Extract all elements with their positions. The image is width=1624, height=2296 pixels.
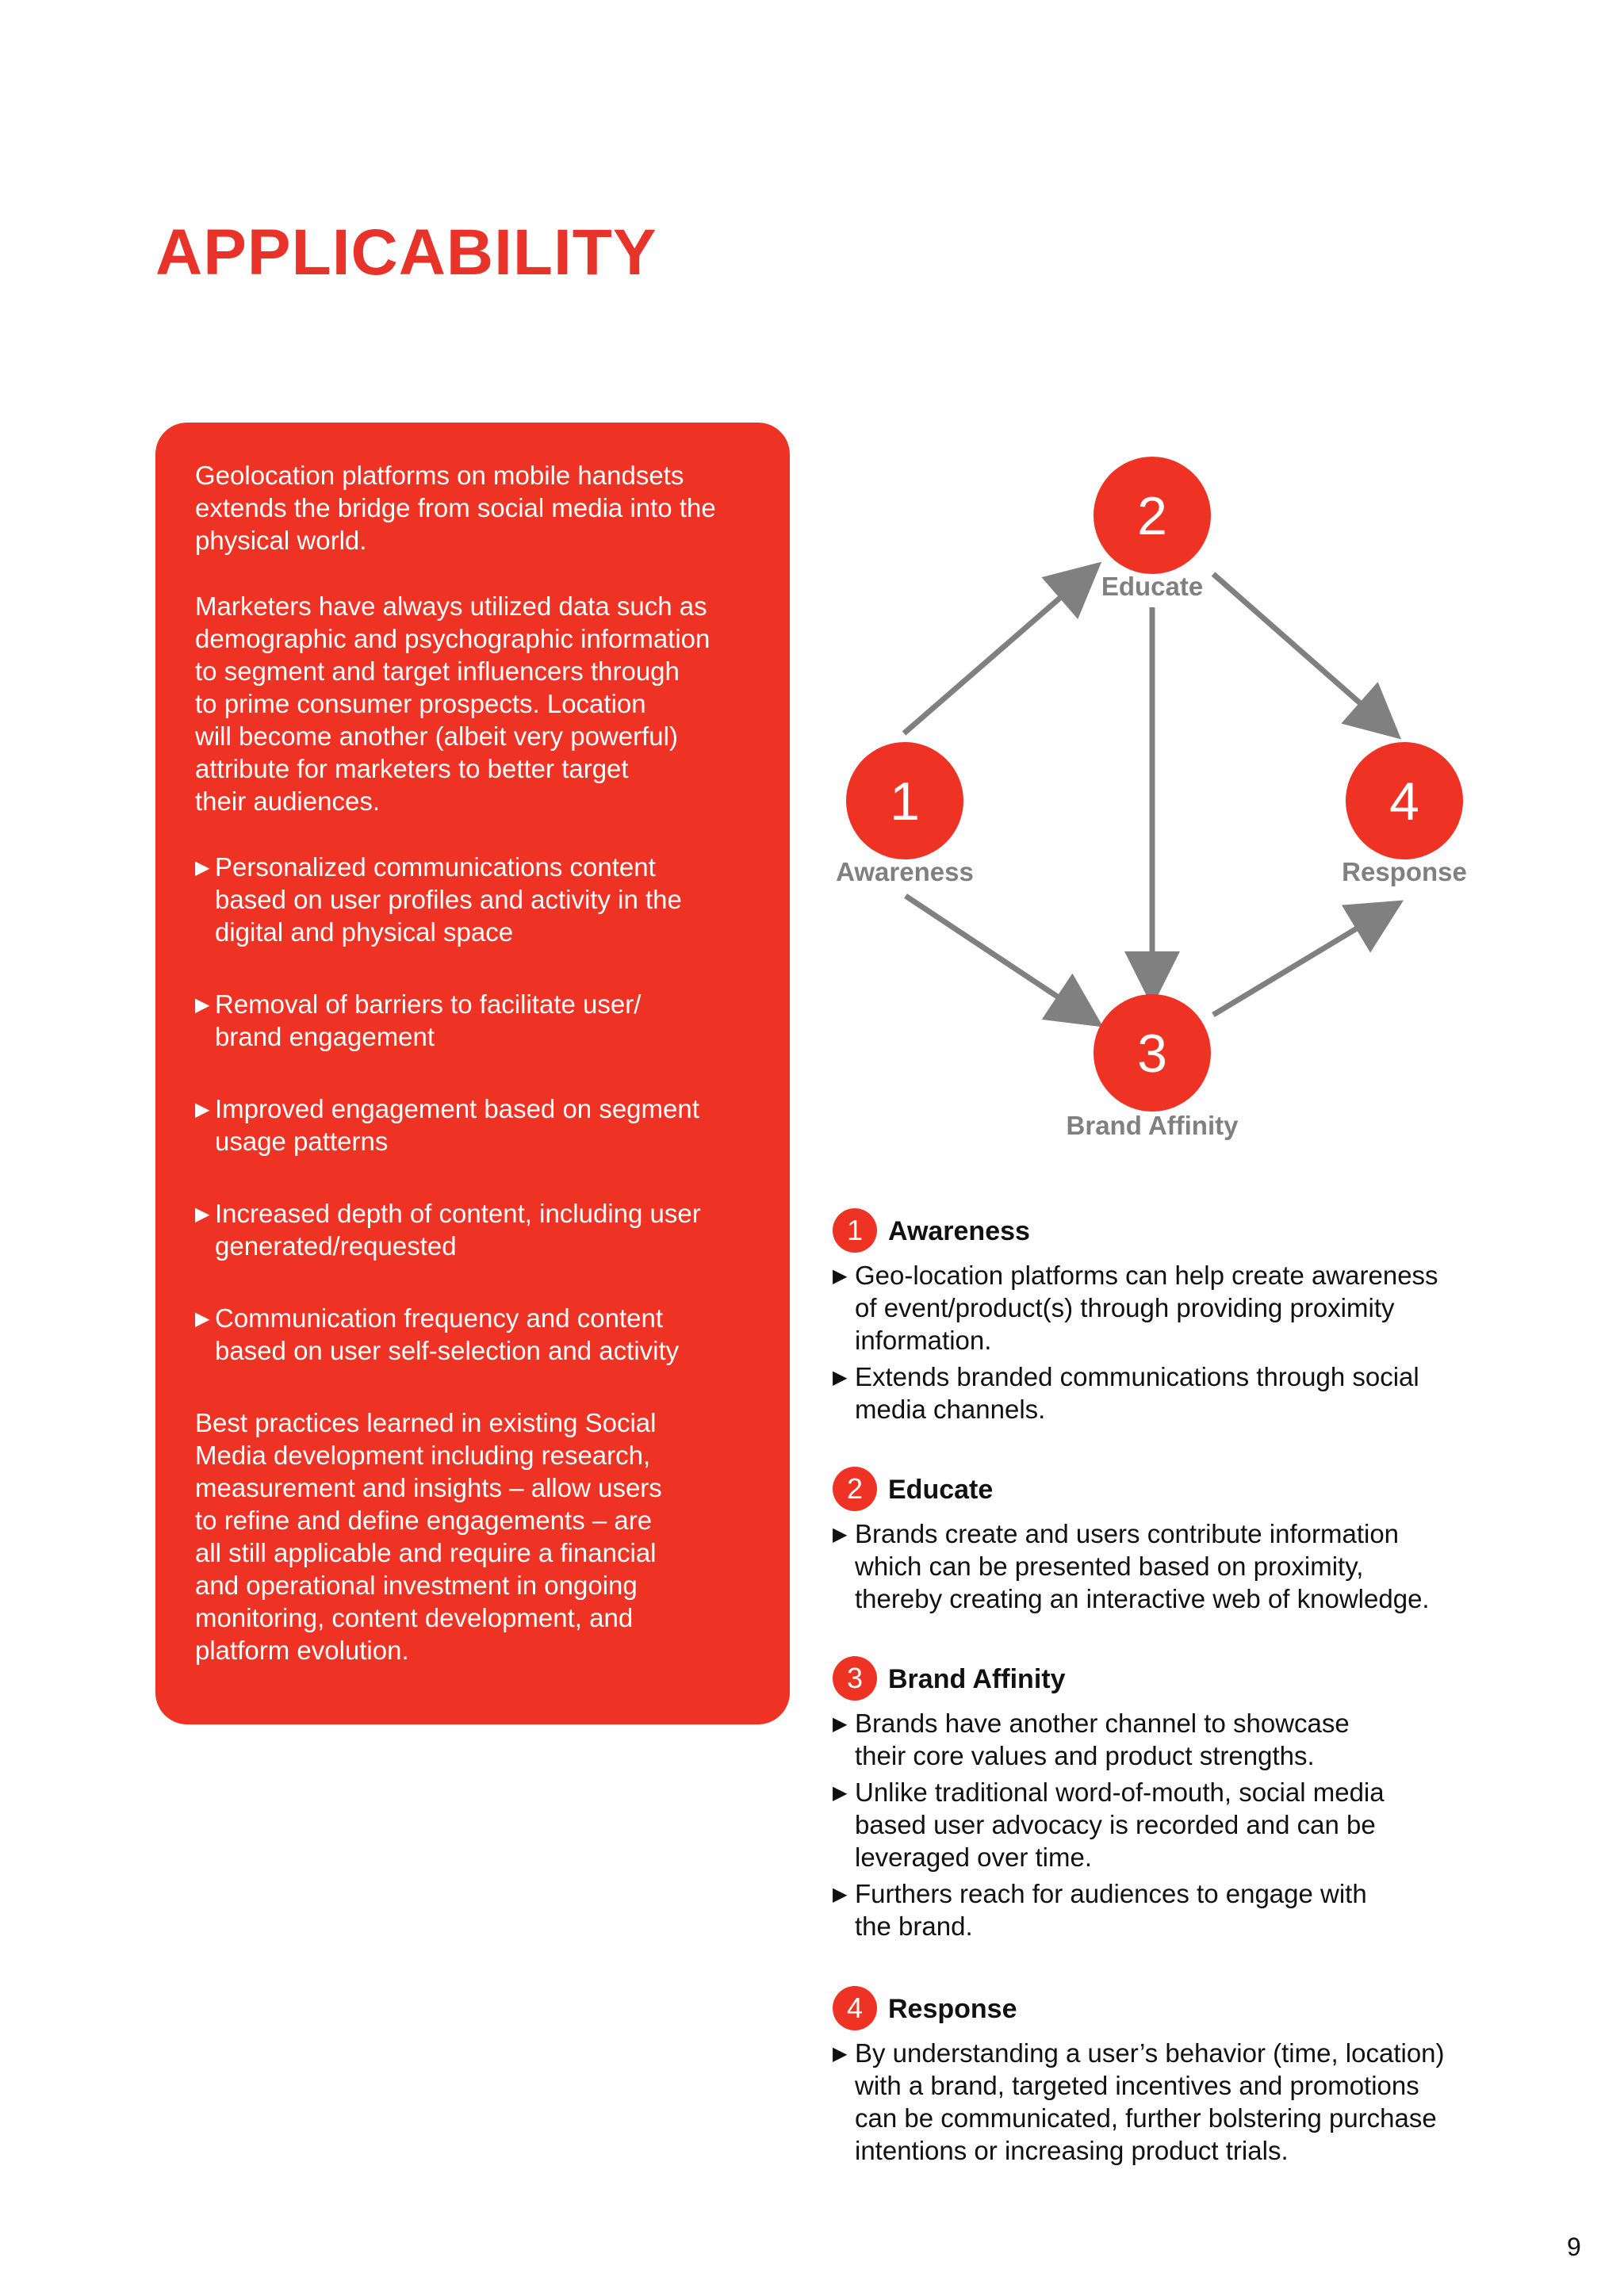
- node-number: 4: [1389, 771, 1419, 832]
- section-title: Brand Affinity: [888, 1664, 1066, 1694]
- bullet-arrow-icon: ▶: [195, 857, 210, 878]
- node-label: Educate: [1101, 572, 1204, 601]
- section-title: Response: [888, 1994, 1017, 2024]
- section-bullet-text: Furthers reach for audiences to engage with the brand.: [855, 1879, 1367, 1941]
- section-number-badge: 1: [833, 1208, 877, 1253]
- intro-bullet-text: Personalized communications content based on user profiles and activity in the digital and physical space: [215, 852, 682, 947]
- intro-bullet: [195, 988, 750, 1053]
- node-label: Response: [1342, 857, 1467, 886]
- intro-box: [155, 423, 790, 1724]
- section-bullet-text: Unlike traditional word-of-mouth, social media based user advocacy is recorded and can be leveraged over time.: [855, 1777, 1385, 1872]
- bullet-arrow-icon: ▶: [195, 994, 210, 1016]
- node-number: 1: [890, 771, 920, 832]
- section-number-badge: 3: [833, 1656, 877, 1701]
- section-bullet-text: Brands have another channel to showcase their core values and product strengths.: [855, 1709, 1350, 1770]
- section-bullet-text: Brands create and users contribute information which can be presented based on proximity, thereby creating an interactive web of knowledge.: [855, 1519, 1430, 1613]
- bullet-arrow-icon: ▶: [833, 1782, 848, 1804]
- node-label: Awareness: [836, 857, 974, 886]
- section-bullet: [833, 1707, 1594, 1772]
- section-awareness: [833, 1208, 1594, 1429]
- intro-bullet-text: Communication frequency and content based on user self-selection and activity: [215, 1303, 680, 1365]
- section-title: Awareness: [888, 1216, 1030, 1246]
- bullet-arrow-icon: ▶: [833, 2043, 848, 2064]
- bullet-arrow-icon: ▶: [833, 1524, 848, 1545]
- section-bullet-text: Extends branded communications through social media channels.: [855, 1362, 1419, 1424]
- intro-bullet: [195, 1302, 750, 1367]
- intro-bullet-text: Improved engagement based on segment usage patterns: [215, 1094, 699, 1156]
- section-bullet: [833, 2037, 1594, 2167]
- process-diagram: [817, 436, 1610, 1165]
- section-header: [833, 1208, 1594, 1254]
- section-header: [833, 1467, 1594, 1513]
- section-bullet-list: [833, 1517, 1594, 1615]
- section-bullet-list: [833, 2037, 1594, 2167]
- section-bullet: [833, 1517, 1594, 1615]
- edge-2-4: [1213, 574, 1385, 725]
- section-response: [833, 1986, 1594, 2171]
- intro-bullet-list: [195, 851, 750, 1367]
- node-awareness: [836, 742, 974, 886]
- section-bullet: [833, 1877, 1594, 1942]
- section-bullet: [833, 1360, 1594, 1425]
- edge-1-2: [904, 576, 1085, 733]
- diagram-edges: [904, 574, 1385, 1015]
- bullet-arrow-icon: ▶: [195, 1203, 210, 1225]
- node-number: 3: [1137, 1024, 1167, 1084]
- section-header: [833, 1986, 1594, 2032]
- bullet-arrow-icon: ▶: [833, 1265, 848, 1287]
- bullet-arrow-icon: ▶: [833, 1884, 848, 1905]
- bullet-arrow-icon: ▶: [833, 1713, 848, 1735]
- section-brand-affinity: [833, 1656, 1594, 1946]
- bullet-arrow-icon: ▶: [833, 1367, 848, 1388]
- intro-paragraph-2: Marketers have always utilized data such as demographic and psychographic information to segment and target influencers through to prime consumer prospects. Location will become another (albeit very powerful) attribute for marketers to better target their audiences.: [195, 591, 710, 816]
- edge-1-3: [906, 896, 1085, 1015]
- section-bullet-text: By understanding a user’s behavior (time, location) with a brand, targeted incentives and promotions can be communicated, further bolstering purchase intentions or increasing product trials.: [855, 2038, 1445, 2165]
- section-header: [833, 1656, 1594, 1702]
- node-label: Brand Affinity: [1066, 1111, 1239, 1140]
- node-brand-affinity: [1067, 994, 1239, 1140]
- section-title: Educate: [888, 1475, 994, 1505]
- intro-bullet: [195, 1093, 750, 1158]
- section-bullet-list: [833, 1707, 1594, 1942]
- intro-paragraph-1: Geolocation platforms on mobile handsets extends the bridge from social media into the physical world.: [195, 461, 716, 555]
- intro-bullet: [195, 851, 750, 948]
- section-number-badge: 4: [833, 1986, 877, 2030]
- edge-3-4: [1213, 912, 1385, 1015]
- section-educate: [833, 1467, 1594, 1619]
- bullet-arrow-icon: ▶: [195, 1099, 210, 1120]
- section-bullet-text: Geo-location platforms can help create awareness of event/product(s) through providing proximity information.: [855, 1261, 1438, 1355]
- node-number: 2: [1137, 486, 1167, 546]
- bullet-arrow-icon: ▶: [195, 1308, 210, 1330]
- page-title: APPLICABILITY: [155, 216, 657, 289]
- section-bullet: [833, 1259, 1594, 1357]
- intro-paragraph-3: Best practices learned in existing Social Media development including research, measurement and insights – allow users to refine and define engagements – are all still applicable and require a financial and operational investment in ongoing monitoring, content development, and platform evolution.: [195, 1408, 662, 1665]
- node-educate: [1094, 457, 1211, 601]
- intro-bullet: [195, 1197, 750, 1262]
- node-response: [1342, 742, 1467, 886]
- page-number: 9: [1567, 2233, 1581, 2261]
- intro-bullet-text: Increased depth of content, including user generated/requested: [215, 1199, 701, 1261]
- intro-bullet-text: Removal of barriers to facilitate user/ brand engagement: [215, 989, 642, 1051]
- section-bullet-list: [833, 1259, 1594, 1425]
- section-number-badge: 2: [833, 1467, 877, 1511]
- section-bullet: [833, 1776, 1594, 1873]
